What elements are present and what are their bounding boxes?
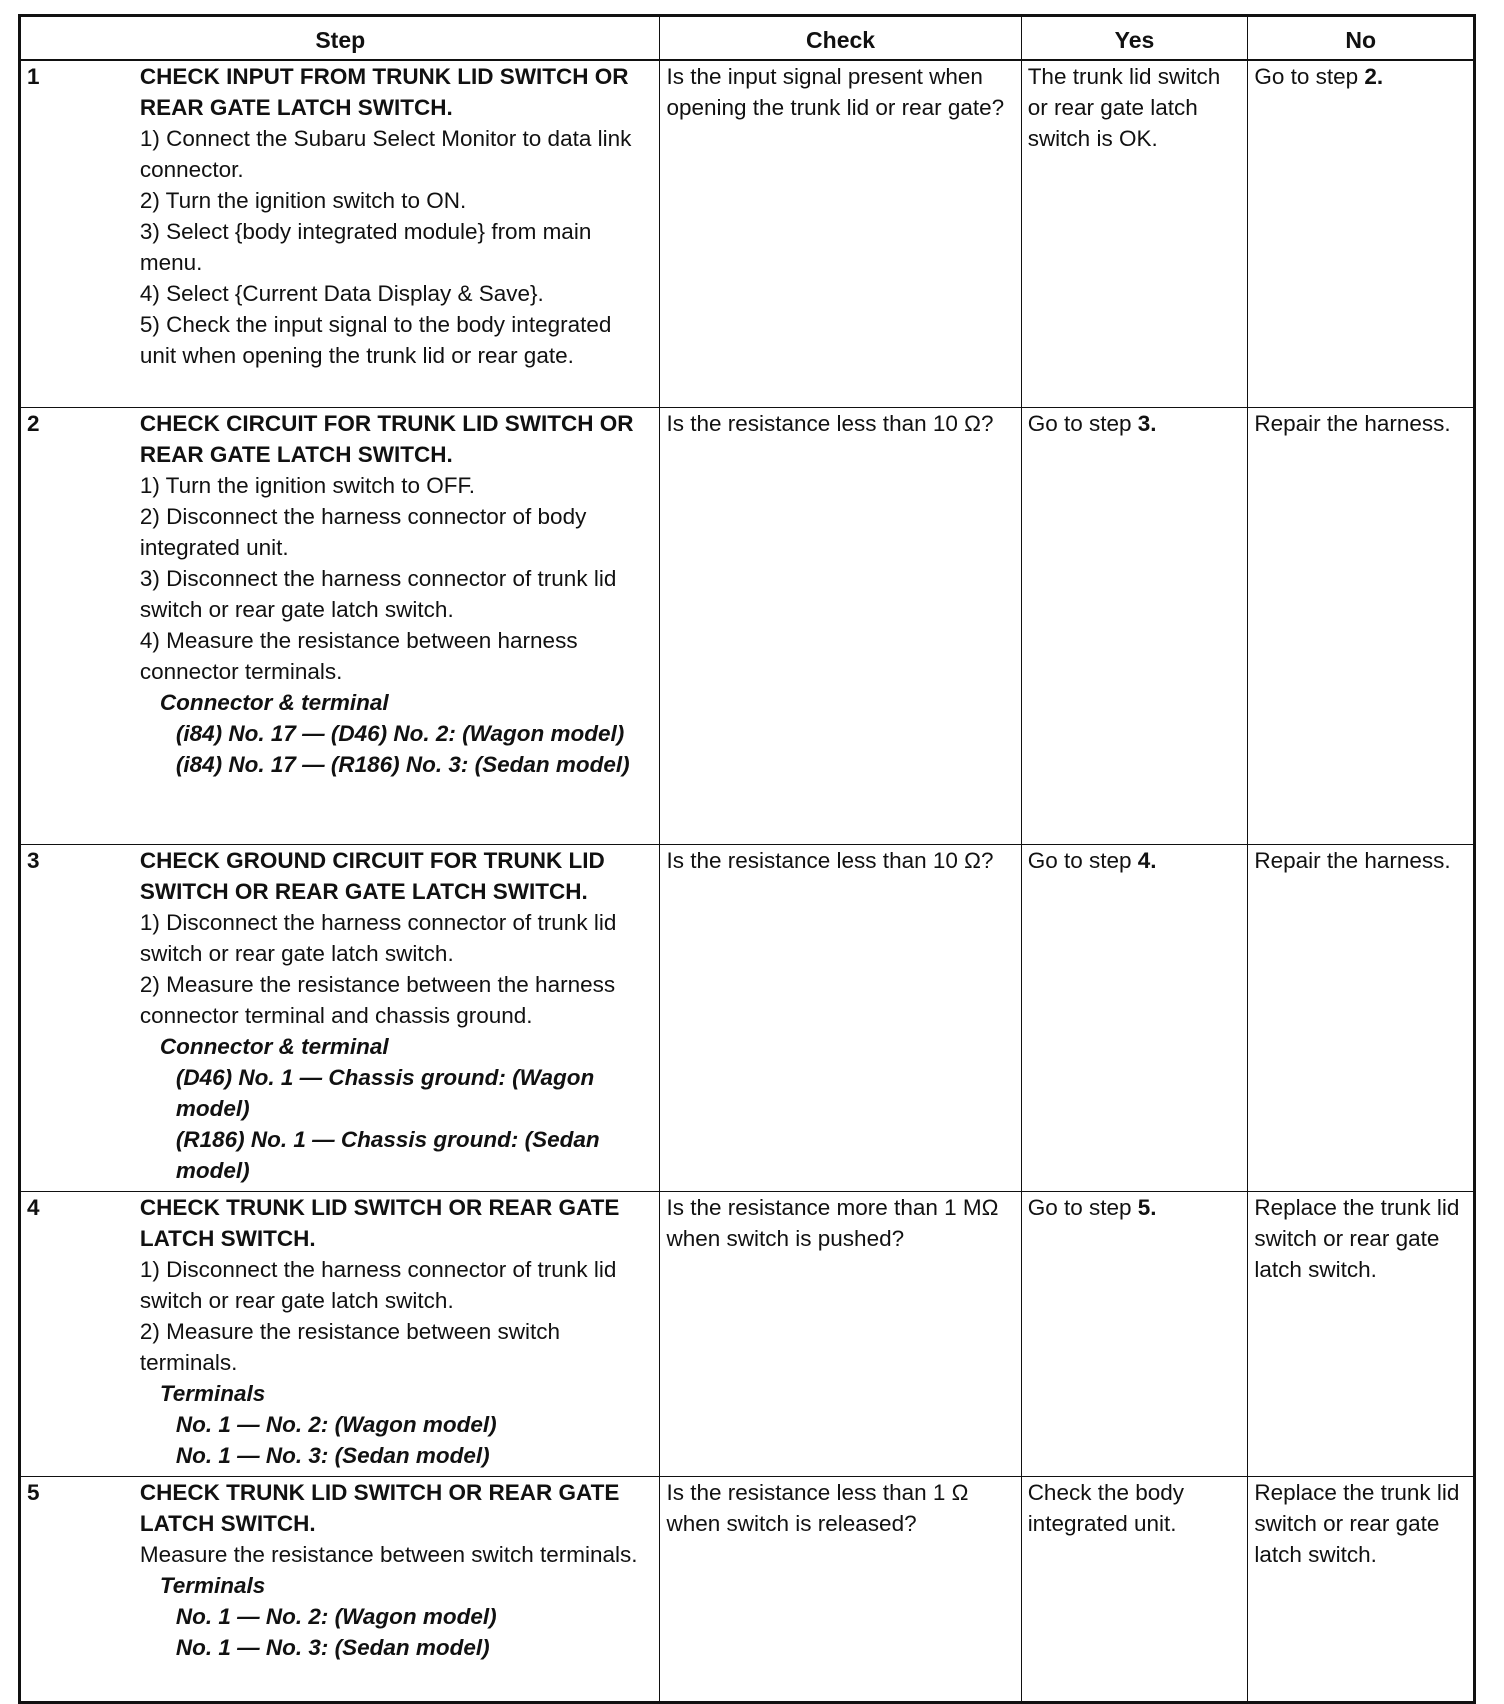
yes-result (1021, 60, 1248, 408)
step-instruction: Measure the resistance between switch terminals. (139, 1542, 638, 1567)
check-question: Is the resistance less than 10 Ω? (660, 845, 1021, 1192)
terminal-label: Connector & terminal (159, 1034, 389, 1059)
step-description (134, 60, 660, 408)
step-instruction: 4) Measure the resistance between harness connector terminals. (139, 628, 578, 684)
diagnostic-table (18, 14, 1476, 1704)
check-question: Is the resistance less than 1 Ω when switch is released? (660, 1477, 1021, 1703)
step-instruction: 2) Measure the resistance between the harness connector terminal and chassis ground. (139, 972, 616, 1028)
no-text: Repair the harness. (1254, 848, 1451, 873)
no-result (1248, 408, 1475, 845)
no-text: Go to step (1254, 64, 1365, 89)
step-description (134, 1477, 660, 1703)
step-instruction: 3) Disconnect the harness connector of trunk lid switch or rear gate latch switch. (139, 566, 617, 622)
yes-step-ref: 3. (1137, 411, 1157, 436)
yes-text: Check the body integrated unit. (1027, 1480, 1185, 1536)
no-text: Repair the harness. (1254, 411, 1451, 436)
terminal-item: No. 1 — No. 2: (Wagon model) (175, 1412, 497, 1437)
header-step: Step (20, 16, 660, 61)
check-question: Is the input signal present when opening the trunk lid or rear gate? (660, 60, 1021, 408)
step-number: 5 (20, 1477, 134, 1703)
yes-result (1021, 408, 1248, 845)
header-check: Check (660, 16, 1021, 61)
step-title: CHECK GROUND CIRCUIT FOR TRUNK LID SWITCH OR REAR GATE LATCH SWITCH. (139, 848, 605, 904)
table-row (20, 845, 1475, 1192)
table-row (20, 408, 1475, 845)
step-description (134, 408, 660, 845)
check-question: Is the resistance less than 10 Ω? (660, 408, 1021, 845)
step-number: 4 (20, 1192, 134, 1477)
terminal-label: Connector & terminal (159, 690, 389, 715)
no-result (1248, 845, 1475, 1192)
table-row (20, 1192, 1475, 1477)
no-text: Replace the trunk lid switch or rear gate latch switch. (1254, 1480, 1460, 1567)
step-instruction: 1) Turn the ignition switch to OFF. (139, 473, 475, 498)
step-instruction: 2) Disconnect the harness connector of body integrated unit. (139, 504, 587, 560)
terminal-label: Terminals (159, 1573, 266, 1598)
step-description (134, 845, 660, 1192)
step-instruction: 2) Measure the resistance between switch terminals. (139, 1319, 561, 1375)
table-row (20, 60, 1475, 408)
step-title: CHECK INPUT FROM TRUNK LID SWITCH OR REAR GATE LATCH SWITCH. (139, 64, 629, 120)
step-instruction: 1) Connect the Subaru Select Monitor to data link connector. (139, 126, 632, 182)
step-number: 1 (20, 60, 134, 408)
step-instruction: 1) Disconnect the harness connector of trunk lid switch or rear gate latch switch. (139, 1257, 617, 1313)
terminal-label: Terminals (159, 1381, 266, 1406)
table-row (20, 1477, 1475, 1703)
yes-text: Go to step (1027, 1195, 1138, 1220)
terminal-item: No. 1 — No. 2: (Wagon model) (175, 1604, 497, 1629)
no-step-ref: 2. (1364, 64, 1384, 89)
no-text: Replace the trunk lid switch or rear gate latch switch. (1254, 1195, 1460, 1282)
yes-step-ref: 4. (1137, 848, 1157, 873)
header-no: No (1248, 16, 1475, 61)
header-row (20, 16, 1475, 61)
step-instruction: 2) Turn the ignition switch to ON. (139, 188, 467, 213)
step-title: CHECK CIRCUIT FOR TRUNK LID SWITCH OR REAR GATE LATCH SWITCH. (139, 411, 634, 467)
no-result (1248, 1477, 1475, 1703)
terminal-item: (R186) No. 1 — Chassis ground: (Sedan model) (175, 1127, 600, 1183)
step-instruction: 4) Select {Current Data Display & Save}. (139, 281, 544, 306)
header-yes: Yes (1021, 16, 1248, 61)
yes-text: The trunk lid switch or rear gate latch switch is OK. (1027, 64, 1221, 151)
no-result (1248, 60, 1475, 408)
step-number: 2 (20, 408, 134, 845)
terminal-item: (D46) No. 1 — Chassis ground: (Wagon model) (175, 1065, 595, 1121)
terminal-item: No. 1 — No. 3: (Sedan model) (175, 1443, 490, 1468)
check-question: Is the resistance more than 1 MΩ when switch is pushed? (660, 1192, 1021, 1477)
step-description (134, 1192, 660, 1477)
step-instruction: 3) Select {body integrated module} from main menu. (139, 219, 592, 275)
yes-text: Go to step (1027, 411, 1138, 436)
step-title: CHECK TRUNK LID SWITCH OR REAR GATE LATCH SWITCH. (139, 1480, 620, 1536)
yes-step-ref: 5. (1137, 1195, 1157, 1220)
step-title: CHECK TRUNK LID SWITCH OR REAR GATE LATCH SWITCH. (139, 1195, 620, 1251)
yes-text: Go to step (1027, 848, 1138, 873)
terminal-item: (i84) No. 17 — (R186) No. 3: (Sedan model) (175, 752, 630, 777)
yes-result (1021, 845, 1248, 1192)
terminal-item: No. 1 — No. 3: (Sedan model) (175, 1635, 490, 1660)
no-result (1248, 1192, 1475, 1477)
terminal-item: (i84) No. 17 — (D46) No. 2: (Wagon model) (175, 721, 625, 746)
yes-result (1021, 1192, 1248, 1477)
step-number: 3 (20, 845, 134, 1192)
step-instruction: 5) Check the input signal to the body integrated unit when opening the trunk lid or rear gate. (139, 312, 612, 368)
yes-result (1021, 1477, 1248, 1703)
step-instruction: 1) Disconnect the harness connector of trunk lid switch or rear gate latch switch. (139, 910, 617, 966)
